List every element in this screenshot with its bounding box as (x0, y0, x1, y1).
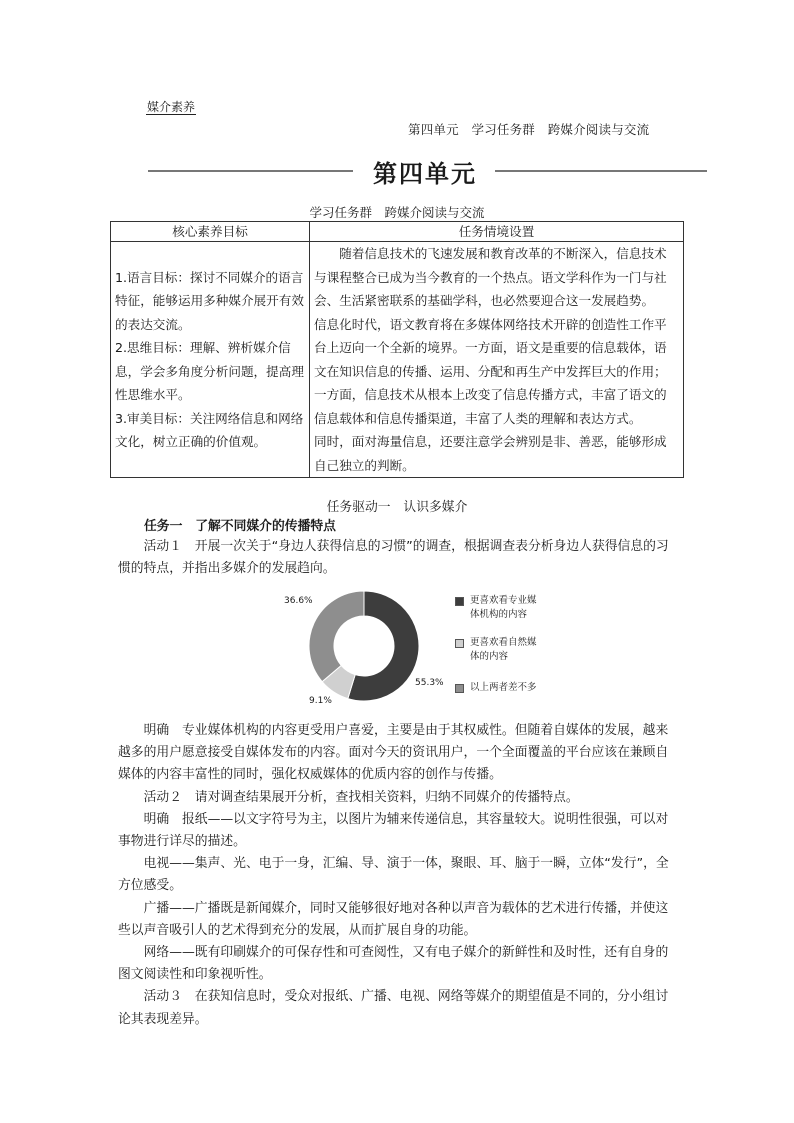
unit-title: 第四单元 (373, 160, 477, 188)
donut-chart (300, 590, 440, 710)
running-header: 第四单元 学习任务群 跨媒介阅读与交流 (408, 122, 650, 137)
goal-item: 2.思维目标：理解、辨析媒介信息，学会多角度分析问题，提高理性思维水平。 (115, 340, 304, 402)
title-rule-left (148, 170, 353, 172)
col-header-context: 任务情境设置 (310, 222, 684, 242)
col-header-goals: 核心素养目标 (111, 222, 310, 242)
tv-paragraph: 电视——集声、光、电于一身，汇编、导、演于一体，聚眼、耳、脑于一瞬，立体“发行”，全方位感受。 (118, 856, 669, 894)
legend-item-professional (455, 594, 537, 622)
legend-text: 更喜欢看自然媒 (470, 637, 537, 648)
explanation-paragraph: 明确 专业媒体机构的内容更受用户喜爱，主要是由于其权威性。但随着自媒体的发展，越来越多的用户愿意接受自媒体发布的内容。面对今天的资讯用户，一个全面覆盖的平台应该在兼顾自媒体的内容丰富性的同时，强化权威媒体的优质内容的创作与传播。 (118, 723, 669, 783)
body-section (118, 720, 678, 1031)
activity-one-text: 活动１ 开展一次关于“身边人获得信息的习惯”的调查，根据调查表分析身边人获得信息的习惯的特点，并指出多媒介的发展趋向。 (118, 539, 669, 577)
radio-paragraph: 广播——广播既是新闻媒介，同时又能够很好地对各种以声音为载体的艺术进行传播，并使这些以声音吸引人的艺术得到充分的发展，从而扩展自身的功能。 (118, 900, 669, 938)
legend-text: 更喜欢看专业媒 (470, 595, 537, 606)
title-rule-right (495, 170, 707, 172)
newspaper-paragraph: 明确 报纸——以文字符号为主，以图片为辅来传递信息，其容量较大。说明性很强，可以对事物进行详尽的描述。 (118, 811, 669, 850)
pie-label-55: 55.3% (415, 678, 444, 688)
goals-table (110, 221, 684, 478)
activity-one (118, 536, 678, 580)
legend-swatch (455, 639, 464, 648)
legend-text: 以上两者差不多 (470, 682, 537, 693)
context-paragraph: 随着信息技术的飞速发展和教育改革的不断深入，信息技术与课程整合已成为当今教育的一个热点。语文学科作为一门与社会、生活紧密联系的基础学科，也必然要迎合这一发展趋势。 (314, 246, 667, 308)
context-paragraph: 同时，面对海量信息，还要注意学会辨别是非、善恶，能够形成自己独立的判断。 (314, 434, 667, 473)
context-paragraph: 信息化时代，语文教育将在多媒体网络技术开辟的创造性工作平台上迈向一个全新的境界。一方面，语文是重要的信息载体，语文在知识信息的传播、运用、分配和再生产中发挥巨大的作用；一方面，信息技术从根本上改变了信息传播方式，丰富了语文的信息载体和信息传播渠道，丰富了人类的理解和表达方式。 (314, 316, 667, 426)
tag-media-literacy: 媒介素养 (147, 100, 196, 114)
legend-item-both (455, 681, 537, 695)
goals-cell (111, 242, 310, 478)
drive-title: 任务驱动一 认识多媒介 (326, 500, 468, 515)
goal-item: 3.审美目标：关注网络信息和网络文化，树立正确的价值观。 (115, 410, 304, 449)
legend-text: 体的内容 (470, 651, 509, 662)
pie-label-9: 9.1% (309, 696, 332, 706)
internet-paragraph: 网络——既有印刷媒介的可保存性和可查阅性，又有电子媒介的新鲜性和及时性，还有自身的图文阅读性和印象视听性。 (118, 945, 669, 983)
context-cell (310, 242, 684, 478)
activity-three: 活动３ 在获知信息时，受众对报纸、广播、电视、网络等媒介的期望值是不同的，分小组讨论其表现差异。 (118, 989, 669, 1027)
table-caption: 学习任务群 跨媒介阅读与交流 (309, 205, 485, 220)
legend-swatch (455, 597, 464, 606)
legend-item-self-media (455, 636, 537, 664)
pie-label-36: 36.6% (284, 596, 313, 606)
activity-two: 活动２ 请对调查结果展开分析，查找相关资料，归纳不同媒介的传播特点。 (143, 789, 579, 805)
task-one-heading: 任务一 了解不同媒介的传播特点 (144, 519, 336, 534)
goal-item: 1.语言目标：探讨不同媒介的语言特征，能够运用多种媒介展开有效的表达交流。 (115, 269, 304, 332)
slice-both (309, 591, 364, 682)
legend-swatch (455, 684, 464, 693)
legend-text: 体机构的内容 (470, 609, 528, 620)
